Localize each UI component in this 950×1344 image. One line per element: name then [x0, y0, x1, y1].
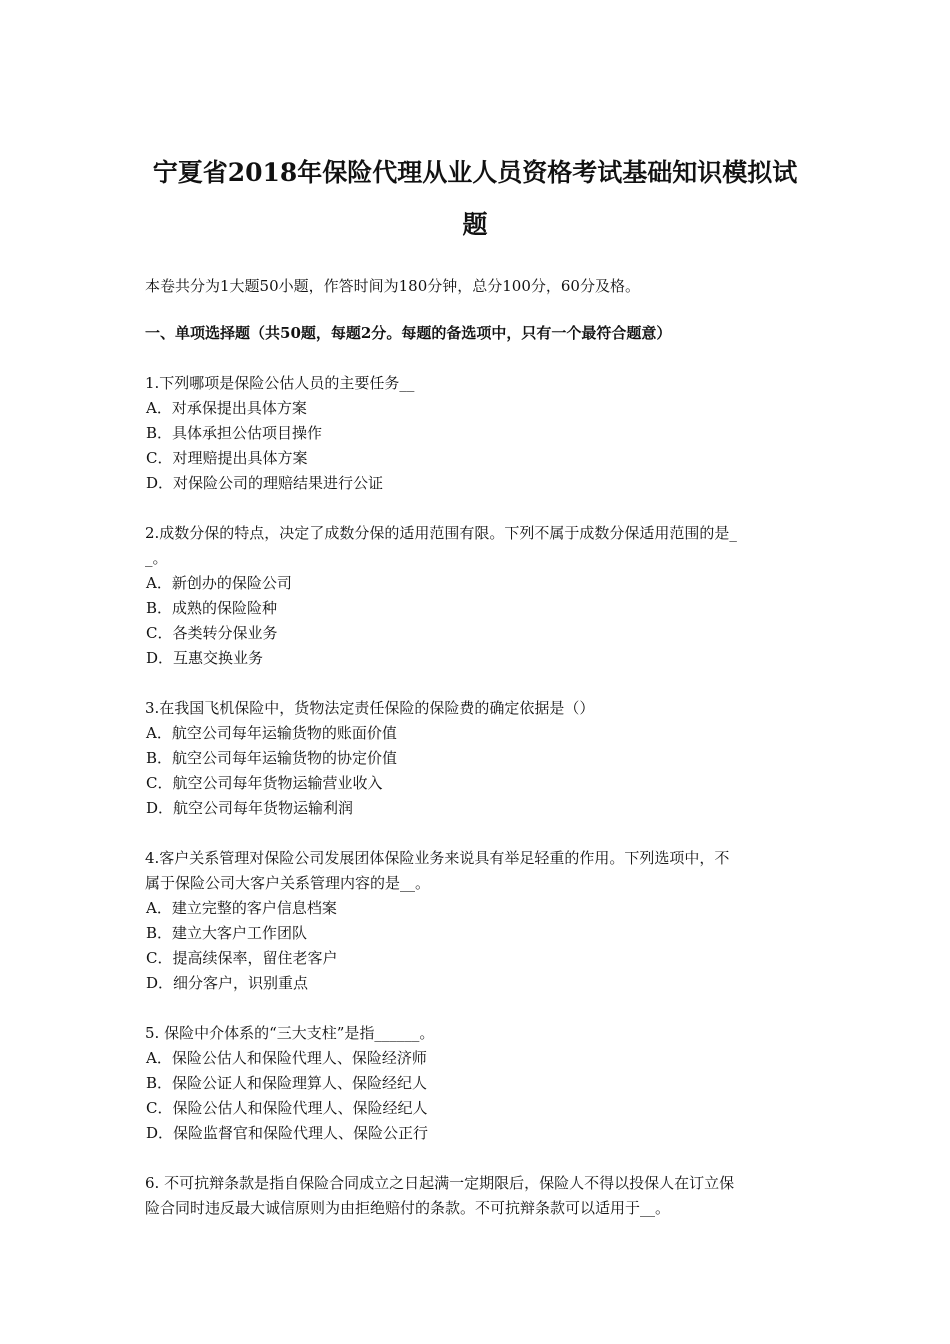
question-stem-cont: 险合同时违反最大诚信原则为由拒绝赔付的条款。不可抗辩条款可以适用于__。	[145, 1199, 671, 1217]
option-c: C．提高续保率，留住老客户	[146, 949, 338, 967]
exam-intro: 本卷共分为1大题50小题，作答时间为180分钟，总分100分，60分及格。	[145, 277, 640, 295]
option-a: A．建立完整的客户信息档案	[146, 899, 337, 917]
option-a: A．对承保提出具体方案	[146, 399, 307, 417]
option-b: B．航空公司每年运输货物的协定价值	[146, 749, 398, 767]
question-stem: 3.在我国飞机保险中，货物法定责任保险的保险费的确定依据是（）	[145, 699, 595, 717]
option-d: D．对保险公司的理赔结果进行公证	[146, 474, 384, 492]
option-d: D．细分客户，识别重点	[146, 974, 309, 992]
question-2	[145, 521, 813, 671]
option-c: C．航空公司每年货物运输营业收入	[146, 774, 383, 792]
question-6	[145, 1171, 813, 1221]
document-body	[145, 274, 813, 1221]
option-a: A．保险公估人和保险代理人、保险经济师	[146, 1049, 427, 1067]
question-4	[145, 846, 813, 996]
option-b: B．成熟的保险险种	[146, 599, 278, 617]
option-d: D．互惠交换业务	[146, 649, 264, 667]
question-stem: 4.客户关系管理对保险公司发展团体保险业务来说具有举足轻重的作用。下列选项中，不	[145, 849, 730, 867]
question-5	[145, 1021, 813, 1146]
document-title	[120, 147, 830, 251]
question-stem: 2.成数分保的特点，决定了成数分保的适用范围有限。下列不属于成数分保适用范围的是_	[145, 524, 737, 542]
option-b: B．具体承担公估项目操作	[146, 424, 323, 442]
option-d: D．航空公司每年货物运输利润	[146, 799, 354, 817]
question-stem-cont: _。	[145, 549, 168, 567]
question-stem-cont: 属于保险公司大客户关系管理内容的是__。	[145, 874, 431, 892]
option-c: C．对理赔提出具体方案	[146, 449, 308, 467]
section-heading: 一、单项选择题（共50题，每题2分。每题的备选项中，只有一个最符合题意）	[145, 324, 672, 342]
option-b: B．建立大客户工作团队	[146, 924, 308, 942]
question-3	[145, 696, 813, 821]
option-d: D．保险监督官和保险代理人、保险公正行	[146, 1124, 429, 1142]
title-line-1: 宁夏省2018年保险代理从业人员资格考试基础知识模拟试	[152, 158, 798, 187]
question-stem: 1.下列哪项是保险公估人员的主要任务__	[145, 374, 415, 392]
option-c: C．保险公估人和保险代理人、保险经纪人	[146, 1099, 428, 1117]
option-c: C．各类转分保业务	[146, 624, 278, 642]
title-line-2: 题	[462, 210, 488, 239]
question-stem: 6. 不可抗辩条款是指自保险合同成立之日起满一定期限后，保险人不得以投保人在订立保	[145, 1174, 735, 1192]
option-a: A．新创办的保险公司	[146, 574, 292, 592]
question-stem: 5. 保险中介体系的“三大支柱”是指______。	[145, 1024, 435, 1042]
question-1	[145, 371, 813, 496]
option-b: B．保险公证人和保险理算人、保险经纪人	[146, 1074, 428, 1092]
option-a: A．航空公司每年运输货物的账面价值	[146, 724, 397, 742]
